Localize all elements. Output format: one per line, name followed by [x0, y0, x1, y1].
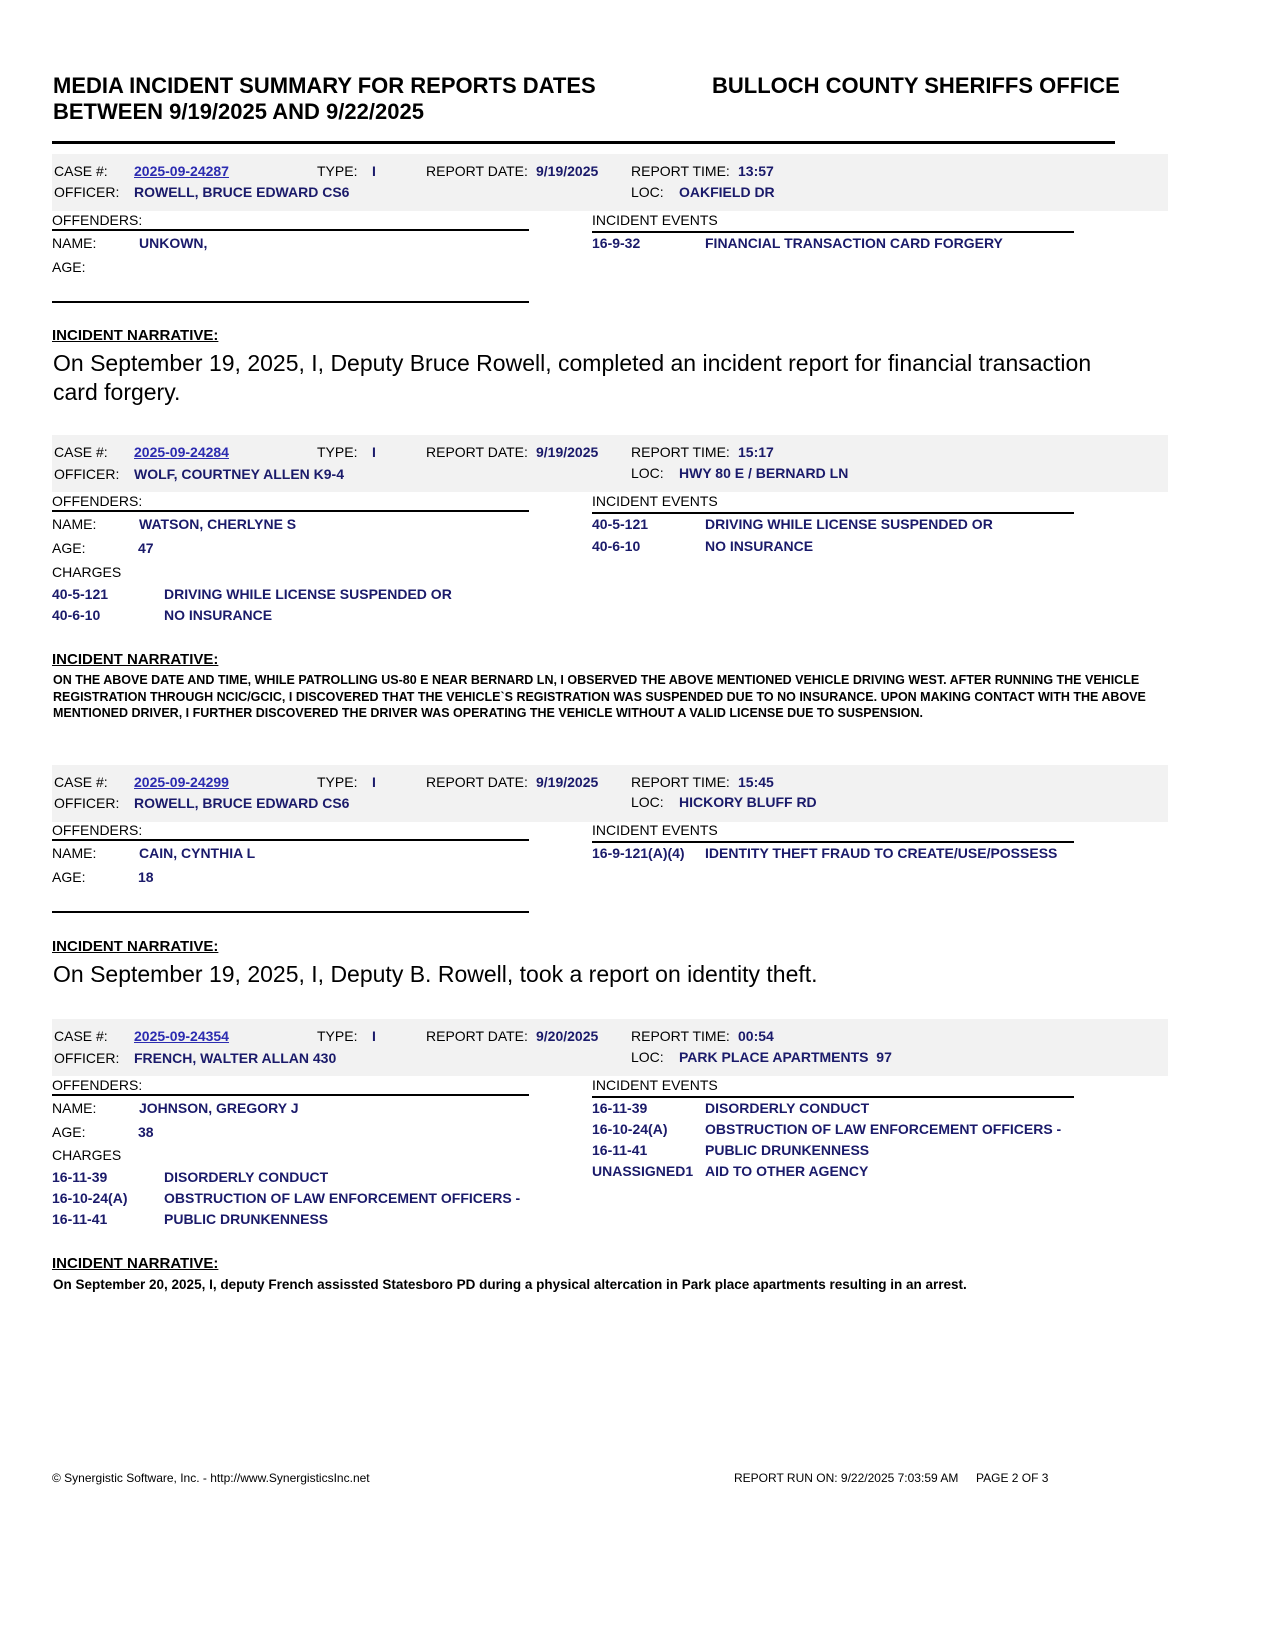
offenders-rule	[52, 839, 529, 841]
report-date-label: REPORT DATE:	[426, 444, 528, 460]
type-label: TYPE:	[317, 444, 358, 460]
charge-desc: DRIVING WHILE LICENSE SUSPENDED OR	[164, 586, 452, 602]
loc-label: LOC:	[631, 794, 664, 810]
case-label: CASE #:	[54, 163, 108, 179]
offender-bottom-rule	[52, 911, 529, 913]
case-label: CASE #:	[54, 774, 108, 790]
offender-age: 18	[138, 869, 154, 885]
report-time-label: REPORT TIME:	[631, 163, 730, 179]
event-desc: DISORDERLY CONDUCT	[705, 1100, 870, 1116]
footer-report-run: REPORT RUN ON: 9/22/2025 7:03:59 AM	[734, 1471, 959, 1485]
event-code: 40-6-10	[592, 538, 641, 554]
narrative-text: On September 19, 2025, I, Deputy B. Rowell, took a report on identity theft.	[53, 961, 818, 987]
report-time-label: REPORT TIME:	[631, 774, 730, 790]
narrative-heading: INCIDENT NARRATIVE:	[52, 327, 219, 344]
report-date-label: REPORT DATE:	[426, 1028, 528, 1044]
case-label: CASE #:	[54, 444, 108, 460]
offenders-label: OFFENDERS:	[52, 493, 143, 509]
offender-name: UNKOWN,	[139, 235, 208, 251]
events-rule	[592, 1096, 1074, 1098]
event-code: UNASSIGNED1	[592, 1163, 694, 1179]
incident-events-label: INCIDENT EVENTS	[592, 493, 718, 509]
event-desc: NO INSURANCE	[705, 538, 814, 554]
narrative-text: On September 20, 2025, I, deputy French assissted Statesboro PD during a physical altercation in Park place apartments resulting in an arrest.	[53, 1277, 967, 1292]
type-value: I	[372, 774, 376, 790]
offender-name: JOHNSON, GREGORY J	[139, 1100, 299, 1116]
narrative-text: On September 19, 2025, I, Deputy Bruce Rowell, completed an incident report for financial transaction card forgery.	[53, 350, 1092, 405]
event-desc: AID TO OTHER AGENCY	[705, 1163, 869, 1179]
charge-desc: PUBLIC DRUNKENNESS	[164, 1211, 329, 1227]
age-label: AGE:	[52, 869, 86, 885]
charge-desc: OBSTRUCTION OF LAW ENFORCEMENT OFFICERS -	[164, 1190, 521, 1206]
name-label: NAME:	[52, 516, 97, 532]
event-code: 16-10-24(A)	[592, 1121, 668, 1137]
offender-name: WATSON, CHERLYNE S	[139, 516, 297, 532]
name-label: NAME:	[52, 1100, 97, 1116]
narrative-text: ON THE ABOVE DATE AND TIME, WHILE PATROLLING US-80 E NEAR BERNARD LN, I OBSERVED THE ABOVE MENTIONED VEHICLE DRIVING WEST. AFTER RUNNING THE VEHICLE REGISTRATION THROUGH NCIC/GCIC, I DISCOVERED THAT THE VEHICLE`S REGISTRATION WAS SUSPENDED DUE TO NO INSURANCE. UPON MAKING CONTACT WITH THE ABOVE MENTIONED DRIVER, I FURTHER DISCOVERED THE DRIVER WAS OPERATING THE VEHICLE WITHOUT A VALID LICENSE DUE TO SUSPENSION.	[53, 673, 1146, 720]
report-date-label: REPORT DATE:	[426, 774, 528, 790]
report-date-value: 9/19/2025	[536, 444, 599, 460]
name-label: NAME:	[52, 235, 97, 251]
charge-code: 16-11-39	[52, 1169, 108, 1185]
case-number-link[interactable]: 2025-09-24354	[134, 1028, 229, 1044]
agency-name: BULLOCH COUNTY SHERIFFS OFFICE	[712, 73, 1120, 98]
incident-events-label: INCIDENT EVENTS	[592, 822, 718, 838]
officer-label: OFFICER:	[54, 184, 120, 200]
case-number-link[interactable]: 2025-09-24284	[134, 444, 229, 460]
event-code: 16-9-121(A)(4)	[592, 845, 685, 861]
report-time-value: 00:54	[738, 1028, 774, 1044]
report-time-label: REPORT TIME:	[631, 1028, 730, 1044]
charges-label: CHARGES	[52, 1147, 122, 1163]
charge-desc: NO INSURANCE	[164, 607, 273, 623]
type-value: I	[372, 444, 376, 460]
officer-label: OFFICER:	[54, 1050, 120, 1066]
officer-value: FRENCH, WALTER ALLAN 430	[134, 1050, 337, 1066]
type-label: TYPE:	[317, 774, 358, 790]
report-date-label: REPORT DATE:	[426, 163, 528, 179]
loc-value: HICKORY BLUFF RD	[679, 794, 817, 810]
age-label: AGE:	[52, 540, 86, 556]
offender-bottom-rule	[52, 301, 529, 303]
event-code: 16-11-39	[592, 1100, 648, 1116]
offenders-label: OFFENDERS:	[52, 1077, 143, 1093]
event-desc: PUBLIC DRUNKENNESS	[705, 1142, 870, 1158]
type-label: TYPE:	[317, 1028, 358, 1044]
event-code: 16-9-32	[592, 235, 641, 251]
offender-age: 47	[138, 540, 154, 556]
charge-code: 16-11-41	[52, 1211, 108, 1227]
type-value: I	[372, 1028, 376, 1044]
offenders-rule	[52, 1094, 529, 1096]
report-title-line2: BETWEEN 9/19/2025 AND 9/22/2025	[53, 99, 424, 124]
offenders-label: OFFENDERS:	[52, 822, 143, 838]
charge-code: 16-10-24(A)	[52, 1190, 128, 1206]
report-date-value: 9/19/2025	[536, 774, 599, 790]
type-value: I	[372, 163, 376, 179]
report-date-value: 9/20/2025	[536, 1028, 599, 1044]
officer-value: WOLF, COURTNEY ALLEN K9-4	[134, 466, 345, 482]
offenders-rule	[52, 229, 529, 231]
charges-label: CHARGES	[52, 564, 122, 580]
report-time-value: 15:45	[738, 774, 774, 790]
age-label: AGE:	[52, 259, 86, 275]
loc-value: PARK PLACE APARTMENTS 97	[679, 1049, 892, 1065]
loc-label: LOC:	[631, 1049, 664, 1065]
charge-desc: DISORDERLY CONDUCT	[164, 1169, 329, 1185]
loc-label: LOC:	[631, 184, 664, 200]
officer-value: ROWELL, BRUCE EDWARD CS6	[134, 795, 350, 811]
offenders-rule	[52, 510, 529, 512]
header-divider	[52, 141, 1115, 144]
event-desc: IDENTITY THEFT FRAUD TO CREATE/USE/POSSESS	[705, 845, 1058, 861]
narrative-heading: INCIDENT NARRATIVE:	[52, 938, 219, 955]
offender-name: CAIN, CYNTHIA L	[139, 845, 256, 861]
event-code: 40-5-121	[592, 516, 649, 532]
offender-age: 38	[138, 1124, 154, 1140]
loc-value: HWY 80 E / BERNARD LN	[679, 465, 849, 481]
events-rule	[592, 231, 1074, 233]
case-number-link[interactable]: 2025-09-24287	[134, 163, 229, 179]
officer-value: ROWELL, BRUCE EDWARD CS6	[134, 184, 350, 200]
case-number-link[interactable]: 2025-09-24299	[134, 774, 229, 790]
officer-label: OFFICER:	[54, 466, 120, 482]
report-time-value: 13:57	[738, 163, 774, 179]
age-label: AGE:	[52, 1124, 86, 1140]
type-label: TYPE:	[317, 163, 358, 179]
name-label: NAME:	[52, 845, 97, 861]
case-label: CASE #:	[54, 1028, 108, 1044]
charge-code: 40-5-121	[52, 586, 109, 602]
officer-label: OFFICER:	[54, 795, 120, 811]
report-title-line1: MEDIA INCIDENT SUMMARY FOR REPORTS DATES	[53, 73, 596, 98]
event-code: 16-11-41	[592, 1142, 648, 1158]
offenders-label: OFFENDERS:	[52, 212, 143, 228]
events-rule	[592, 512, 1074, 514]
events-rule	[592, 841, 1074, 843]
loc-label: LOC:	[631, 465, 664, 481]
narrative-heading: INCIDENT NARRATIVE:	[52, 651, 219, 668]
report-time-value: 15:17	[738, 444, 774, 460]
incident-events-label: INCIDENT EVENTS	[592, 212, 718, 228]
narrative-heading: INCIDENT NARRATIVE:	[52, 1255, 219, 1272]
footer-copyright: © Synergistic Software, Inc. - http://www.SynergisticsInc.net	[52, 1471, 370, 1485]
loc-value: OAKFIELD DR	[679, 184, 775, 200]
charge-code: 40-6-10	[52, 607, 101, 623]
event-desc: DRIVING WHILE LICENSE SUSPENDED OR	[705, 516, 993, 532]
event-desc: OBSTRUCTION OF LAW ENFORCEMENT OFFICERS -	[705, 1121, 1062, 1137]
incident-events-label: INCIDENT EVENTS	[592, 1077, 718, 1093]
report-time-label: REPORT TIME:	[631, 444, 730, 460]
footer-page-number: PAGE 2 OF 3	[976, 1471, 1049, 1485]
report-date-value: 9/19/2025	[536, 163, 599, 179]
event-desc: FINANCIAL TRANSACTION CARD FORGERY	[705, 235, 1003, 251]
